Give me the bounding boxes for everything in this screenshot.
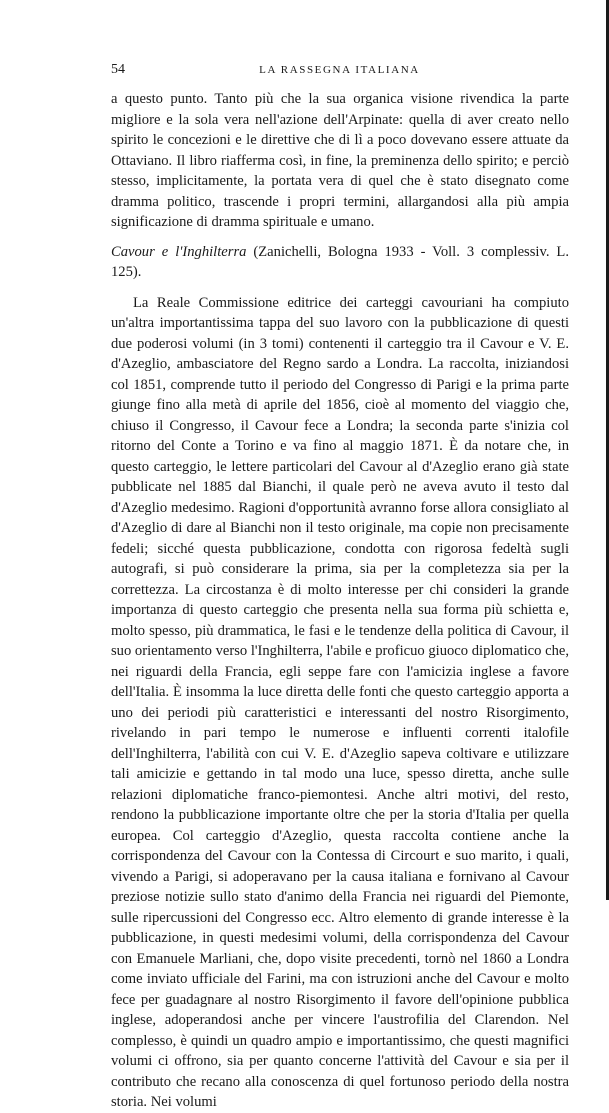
review-paragraph: La Reale Commissione editrice dei carteggi cavouriani ha compiuto un'altra importantissima tappa del suo lavoro con la pubblicazione di questi due poderosi volumi (in 3 tomi) contenenti il carteggio tra il Cavour e V. E. d'Azeglio, ambasciatore del Regno sardo a Londra. La raccolta, iniziandosi col 1851, comprende tutto il periodo del Congresso di Parigi e la prima parte giunge fino alla metà di aprile del 1856, cioè al momento del viaggio che, chiuso il Congresso, il Cavour fece a Londra; la seconda parte s'inizia col ritorno del Conte a Torino e va fino al maggio 1871. È da notare che, in questo carteggio, le lettere particolari del Cavour al d'Azeglio erano già state pubblicate nel 1885 dal Bianchi, il quale però ne aveva avuto il testo dal d'Azeglio medesimo. Ragioni d'opportunità avranno forse allora consigliato al d'Azeglio di dare al Bianchi non il testo originale, ma copie non precisamente fedeli; sicché questa pubblicazione, condotta con rigorosa fedeltà sugli autografi, si può considerare la prima, sia per la completezza sia per la correttezza. La circostanza è di molto interesse per chi consideri la grande importanza di questo carteggio che presenta nella sua forma più schietta e, molto spesso, più drammatica, le fasi e le tendenze della politica di Cavour, il suo orientamento verso l'Inghilterra, l'abile e proficuo giuoco diplomatico che, nei riguardi della Francia, egli seppe fare con l'amicizia inglese a favore dell'Italia. È insomma la luce diretta delle fonti che questo carteggio apporta a uno dei periodi più caratteristici e interessanti del nostro Risorgimento, rivelando in pari tempo le numerose e influenti correnti italofile dell'Inghilterra, l'abilità con cui V. E. d'Azeglio sapeva coltivare e utilizzare tali amicizie e gettando in tal modo una luce, spesso diretta, anche sulle relazioni diplomatiche franco-piemontesi. Anche altri motivi, del resto, rendono la pubblicazione importante oltre che per la storia d'Italia per quella europea. Col carteggio d'Azeglio, questa raccolta contiene anche la corrispondenza del Cavour con la Contessa di Circourt e suo marito, i quali, vivendo a Parigi, si adoperavano per la causa italiana e fornivano al Cavour preziose notizie sullo stato d'animo della Francia nei riguardi del Piemonte, sulle ripercussioni del Congresso ecc. Altro elemento di grande interesse è la pubblicazione, in questi medesimi volumi, della corrispondenza del Cavour con Emanuele Marliani, che, dopo visite precedenti, tornò nel 1860 a Londra come inviato ufficiale del Farini, ma con istruzioni anche del Cavour e molto fece per guadagnare al nostro Risorgimento il favore dell'opinione pubblica inglese, adoperandosi anche per vincere l'austrofilia del Clarendon. Nel complesso, è quindi un quadro ampio e importantissimo, che questi magnifici volumi ci offrono, sia per quanto concerne l'attività del Cavour e sia per il contributo che recano alla conoscenza di quel fortunoso periodo della nostra storia. Nei volumi [111,294,569,1110]
book-heading [111,242,569,283]
page-number: 54 [111,62,125,77]
page-header [111,62,568,80]
book-details: (Zanichelli, Bologna 1933 - Voll. 3 complessiv. L. 125). [111,243,569,280]
book-title: Cavour e l'Inghilterra [111,243,247,260]
intro-paragraph: a questo punto. Tanto più che la sua organica visione rivendica la parte migliore e la sola vera nell'azione dell'Arpinate: quella di aver creato nello spirito le concezioni e le direttive che di lì a poco dovevano essere attuate da Ottaviano. Il libro riafferma così, in fine, la preminenza dello spirito; e perciò stesso, implicitamente, la portata vera di quel che è stato disegnato come dramma politico, trascende i propri termini, allargandosi alla più ampia significazione di dramma spirituale e umano. [111,91,569,230]
body-text [111,89,569,1113]
running-title: LA RASSEGNA ITALIANA [259,64,420,76]
